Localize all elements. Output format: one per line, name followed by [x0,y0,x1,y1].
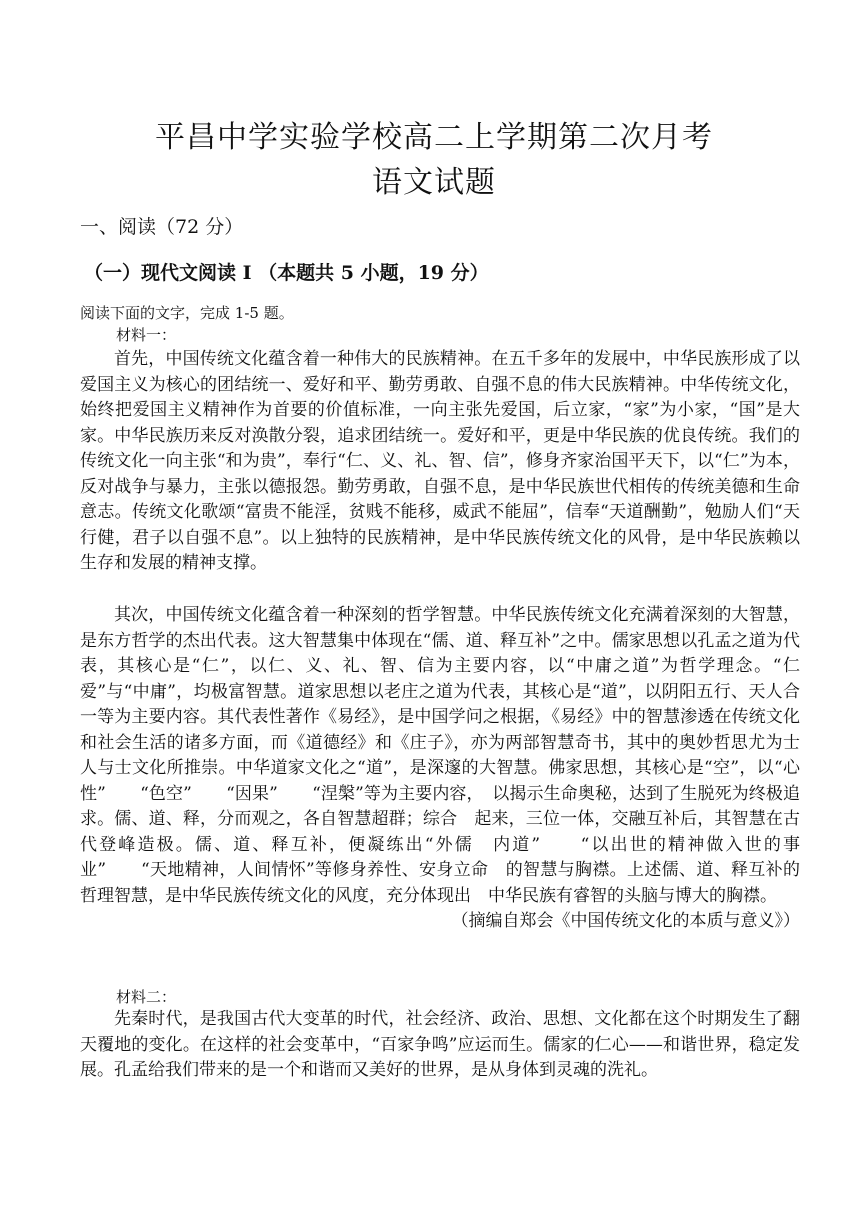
material2-paragraph-1-block [80,1007,800,1084]
material1-paragraph-2: 其次，中国传统文化蕴含着一种深刻的哲学智慧。中华民族传统文化充满着深刻的大智慧，是东方哲学的杰出代表。这大智慧集中体现在“儒、道、释互补”之中。儒家思想以孔孟之道为代表，其核心是“仁”，以仁、义、礼、智、信为主要内容，以“中庸之道”为哲学理念。“仁爱”与“中庸”，均极富智慧。道家思想以老庄之道为代表，其核心是“道”，以阴阳五行、天人合一等为主要内容。其代表性著作《易经》，是中国学问之根据，《易经》中的智慧渗透在传统文化和社会生活的诸多方面，而《道德经》和《庄子》，亦为两部智慧奇书，其中的奥妙哲思尤为士人与士文化所推崇。中华道家文化之“道”，是深邃的大智慧。佛家思想，其核心是“空”，以“心性” “色空” “因果” “涅槃”等为主要内容， 以揭示生命奥秘，达到了生脱死为终极追求。儒、道、释，分而观之，各自智慧超群；综合 起来，三位一体，交融互补后，其智慧在古代登峰造极。儒、道、释互补，便凝练出“外儒 内道” “以出世的精神做入世的事业” “天地精神，人间情怀”等修身养性、安身立命 的智慧与胸襟。上述儒、道、释互补的哲理智慧，是中华民族传统文化的风度，充分体现出 中华民族有睿智的头脑与博大的胸襟。 [80,605,800,906]
section-heading-reading: 一、阅读（72 分） [80,216,244,238]
exam-subject-title: 语文试题 [372,165,496,200]
material1-source-citation: （摘编自郑会《中国传统文化的本质与意义》） [451,911,800,931]
material2-label: 材料二： [116,988,177,1006]
material1-paragraph-2-block [80,603,800,935]
instruction-text: 阅读下面的文字，完成 1-5 题。 [80,304,294,322]
material2-paragraph-1: 先秦时代，是我国古代大变革的时代，社会经济、政治、思想、文化都在这个时期发生了翻天覆地的变化。在这样的社会变革中，“百家争鸣”应运而生。儒家的仁心——和谐世界，稳定发展。孔孟给我们带来的是一个和谐而又美好的世界，是从身体到灵魂的洗礼。 [80,1009,800,1080]
material1-paragraph-1-block [80,347,800,577]
material1-paragraph-1: 首先，中国传统文化蕴含着一种伟大的民族精神。在五千多年的发展中，中华民族形成了以爱国主义为核心的团结统一、爱好和平、勤劳勇敢、自强不息的伟大民族精神。中华传统文化，始终把爱国主义精神作为首要的价值标准，一向主张先爱国，后立家，“家”为小家，“国”是大家。中华民族历来反对涣散分裂，追求团结统一。爱好和平，更是中华民族的优良传统。我们的传统文化一向主张“和为贵”，奉行“仁、义、礼、智、信”，修身齐家治国平天下，以“仁”为本，反对战争与暴力，主张以德报怨。勤劳勇敢，自强不息，是中华民族世代相传的传统美德和生命意志。传统文化歌颂“富贵不能淫，贫贱不能移，威武不能屈”，信奉“天道酬勤”，勉励人们“天行健，君子以自强不息”。以上独特的民族精神，是中华民族传统文化的风骨，是中华民族赖以生存和发展的精神支撑。 [80,349,800,573]
material1-label: 材料一： [116,326,177,344]
exam-title: 平昌中学实验学校高二上学期第二次月考 [155,120,713,155]
subsection-heading-modern-reading: （一）现代文阅读 I （本题共 5 小题，19 分） [84,262,489,284]
